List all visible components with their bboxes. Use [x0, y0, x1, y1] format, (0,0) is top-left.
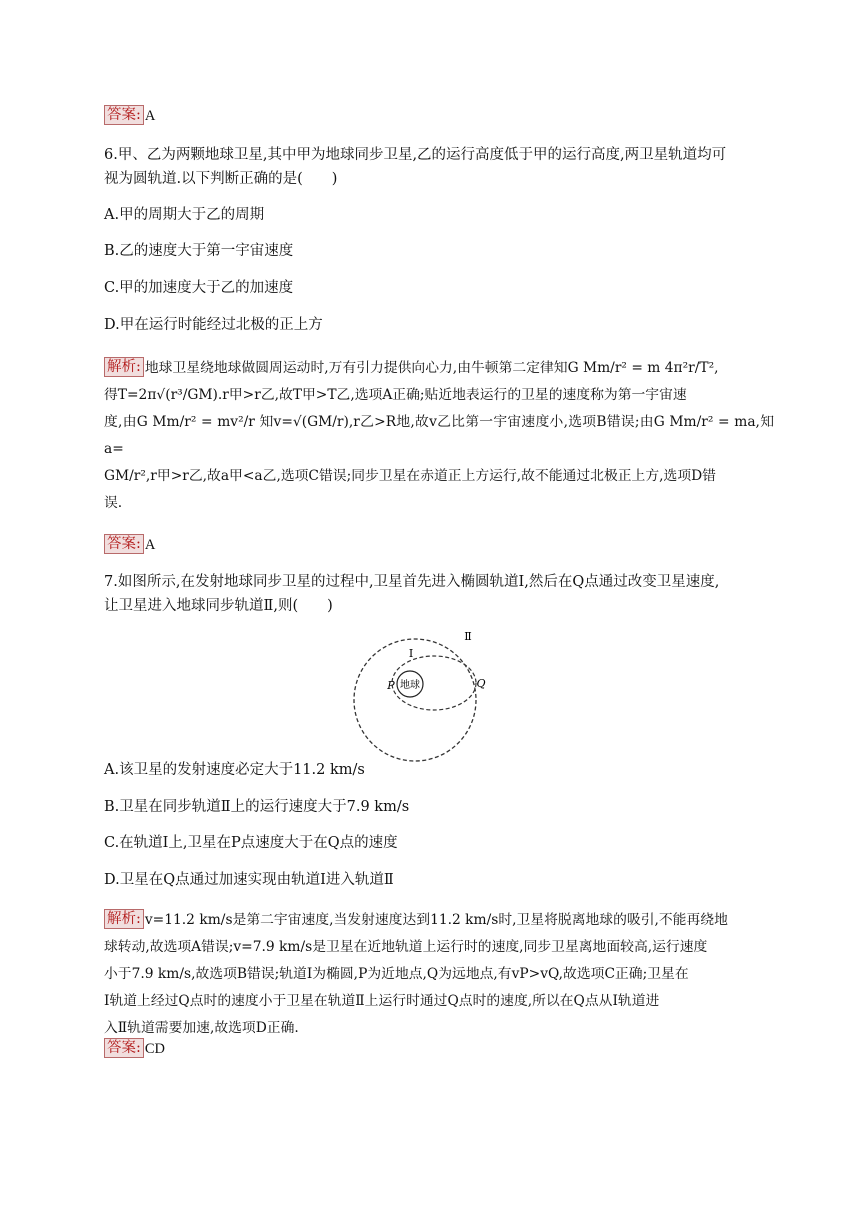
point-p-label: P	[387, 679, 395, 692]
q7-option-b: B.卫星在同步轨道Ⅱ上的运行速度大于7.9 km/s	[104, 799, 410, 815]
solution-tag: 解析:	[104, 909, 144, 929]
answer-tag: 答案:	[104, 534, 144, 554]
solution-line: GM/r²,r甲>r乙,故a甲<a乙,选项C错误;同步卫星在赤道正上方运行,故不能通过北极正上方,选项D错	[104, 468, 716, 484]
stem-line: 6.甲、乙为两颗地球卫星,其中甲为地球同步卫星,乙的运行高度低于甲的运行高度,两卫星轨道均可	[104, 147, 727, 163]
q6-solution	[104, 355, 774, 517]
solution-line: 入Ⅱ轨道需要加速,故选项D正确.	[104, 1020, 299, 1036]
earth-label: 地球	[400, 680, 420, 691]
answer-value: A	[144, 108, 156, 124]
solution-line: 误.	[104, 495, 123, 511]
question-6-stem	[104, 143, 774, 191]
solution-line: 得T=2π√(r³/GM).r甲>r乙,故T甲>T乙,选项A正确;贴近地表运行的卫星的速度称为第一宇宙速	[104, 387, 687, 403]
answer-tag: 答案:	[104, 1038, 144, 1058]
orbit-diagram	[340, 626, 490, 766]
solution-line: 小于7.9 km/s,故选项B错误;轨道Ⅰ为椭圆,P为近地点,Q为远地点,有vP>vQ,故选项C正确;卫星在	[104, 966, 689, 982]
solution-line: 地球卫星绕地球做圆周运动时,万有引力提供向心力,由牛顿第二定律知G Mm/r² = m 4π²r/T²,	[144, 360, 719, 376]
solution-line: 球转动,故选项A错误;v=7.9 km/s是卫星在近地轨道上运行时的速度,同步卫星离地面较高,运行速度	[104, 939, 708, 955]
orbit-1-label: Ⅰ	[408, 647, 414, 660]
stem-line: 7.如图所示,在发射地球同步卫星的过程中,卫星首先进入椭圆轨道Ⅰ,然后在Q点通过改变卫星速度,	[104, 574, 720, 590]
answer-tag: 答案:	[104, 105, 144, 125]
q7-option-d: D.卫星在Q点通过加速实现由轨道Ⅰ进入轨道Ⅱ	[104, 872, 394, 888]
answer-5	[104, 104, 774, 128]
answer-value: CD	[144, 1041, 166, 1057]
orbit-2-circle	[354, 639, 476, 761]
q7-solution	[104, 907, 774, 1042]
solution-tag: 解析:	[104, 357, 144, 377]
answer-7	[104, 1037, 774, 1061]
stem-line: 视为圆轨道.以下判断正确的是( )	[104, 171, 338, 187]
point-q-label: Q	[476, 677, 486, 690]
q6-option-b: B.乙的速度大于第一宇宙速度	[104, 243, 294, 259]
solution-line: v=11.2 km/s是第二宇宙速度,当发射速度达到11.2 km/s时,卫星将脱离地球的吸引,不能再绕地	[144, 912, 728, 928]
q7-option-a: A.该卫星的发射速度必定大于11.2 km/s	[104, 762, 365, 778]
answer-6	[104, 533, 774, 557]
q6-option-d: D.甲在运行时能经过北极的正上方	[104, 317, 323, 333]
q6-option-c: C.甲的加速度大于乙的加速度	[104, 280, 294, 296]
q7-option-c: C.在轨道Ⅰ上,卫星在P点速度大于在Q点的速度	[104, 835, 398, 851]
question-7-stem	[104, 570, 774, 618]
answer-value: A	[144, 537, 156, 553]
stem-line: 让卫星进入地球同步轨道Ⅱ,则( )	[104, 598, 333, 614]
orbit-2-label: Ⅱ	[464, 630, 472, 643]
solution-line: Ⅰ轨道上经过Q点时的速度小于卫星在轨道Ⅱ上运行时通过Q点时的速度,所以在Q点从Ⅰ轨道进	[104, 993, 660, 1009]
solution-line: 度,由G Mm/r² = mv²/r 知v=√(GM/r),r乙>R地,故v乙比第一宇宙速度小,选项B错误;由G Mm/r² = ma,知a=	[104, 414, 774, 457]
q6-option-a: A.甲的周期大于乙的周期	[104, 207, 265, 223]
